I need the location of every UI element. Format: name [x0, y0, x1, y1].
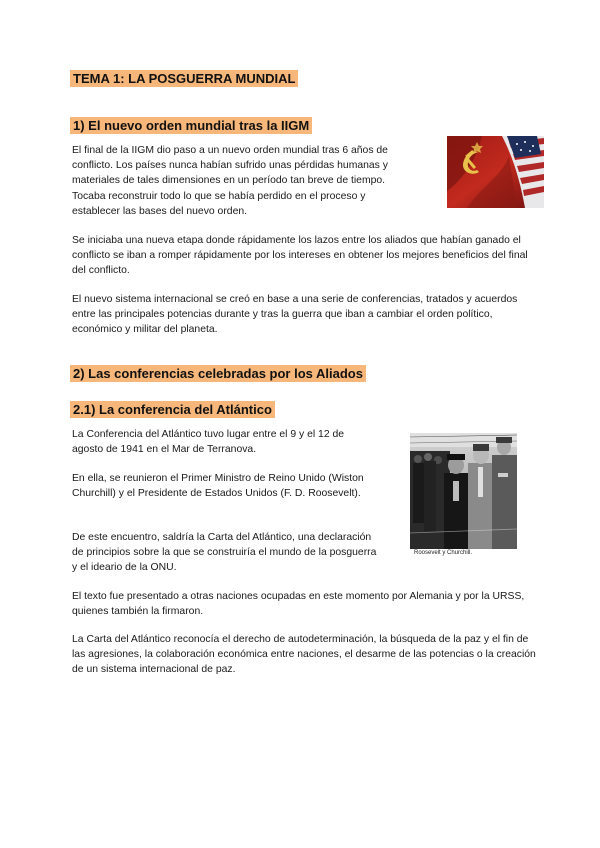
section-1-heading: 1) El nuevo orden mundial tras la IIGM: [70, 117, 312, 134]
section-1-paragraph-1: El final de la IIGM dio paso a un nuevo orden mundial tras 6 años de conflicto. Los países nunca habían sufrido unas pérdidas humanas y materiales de tales dimensiones en un período tan breve de tiempo. Tocaba reconstruir todo lo que se había perdido en el proceso y establecer las bases del nuevo orden.: [72, 145, 388, 217]
roosevelt-churchill-photo: [410, 433, 517, 549]
soviet-american-flags-image: [447, 136, 544, 208]
subsection-2-1-heading: 2.1) La conferencia del Atlántico: [70, 401, 275, 418]
subsection-2-1-paragraph-4: El texto fue presentado a otras naciones ocupadas en este momento por Alemania y por la URSS, quienes también la firmaron.: [72, 591, 525, 618]
subsection-2-1-paragraph-1: La Conferencia del Atlántico tuvo lugar entre el 9 y el 12 de agosto de 1941 en el Mar de Terranova.: [72, 429, 345, 456]
page-title: TEMA 1: LA POSGUERRA MUNDIAL: [70, 70, 298, 87]
subsection-2-1-paragraph-5: La Carta del Atlántico reconocía el derecho de autodeterminación, la búsqueda de la paz y el fin de las agresiones, la colaboración económica entre naciones, el desarme de las potencias o la creación de un sistema internacional de paz.: [72, 634, 536, 676]
subsection-2-1-paragraph-3: De este encuentro, saldría la Carta del Atlántico, una declaración de principios sobre la que se construiría el mundo de la posguerra y el ideario de la ONU.: [72, 532, 377, 574]
subsection-2-1-paragraph-2: En ella, se reunieron el Primer Ministro de Reino Unido (Wiston Churchill) y el Presidente de Estados Unidos (F. D. Roosevelt).: [72, 473, 364, 500]
section-2-heading: 2) Las conferencias celebradas por los Aliados: [70, 365, 366, 382]
photo-caption: Roosevelt y Churchill.: [414, 550, 473, 556]
section-1-paragraph-2: Se iniciaba una nueva etapa donde rápidamente los lazos entre los aliados que habían ganado el conflicto se iban a romper rápidamente por los intereses en obtener los mejores beneficios del final del conflicto.: [72, 235, 528, 277]
section-1-paragraph-3: El nuevo sistema internacional se creó en base a una serie de conferencias, tratados y acuerdos entre las principales potencias durante y tras la guerra que iban a cambiar el orden político, económico y militar del planeta.: [72, 294, 518, 336]
